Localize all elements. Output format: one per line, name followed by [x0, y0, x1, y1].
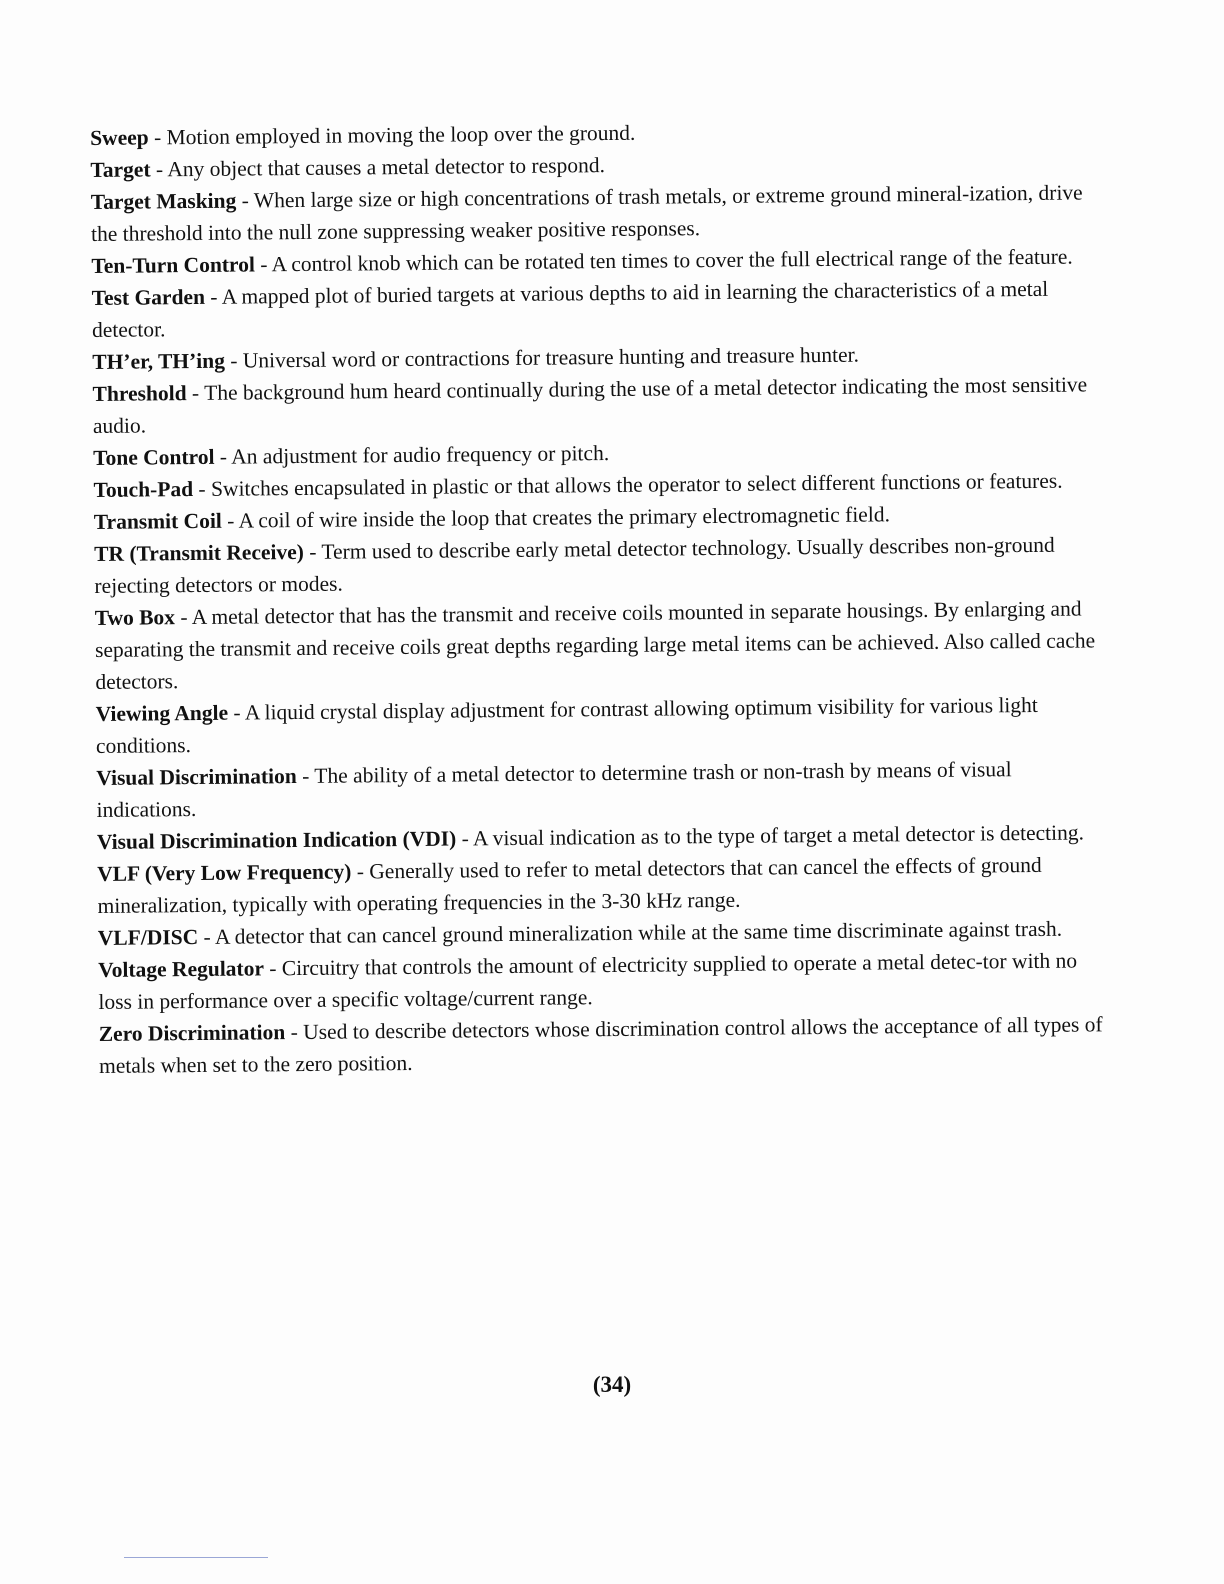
glossary-definition: Term used to describe early metal detector technology. Usually describes non-ground rejecting detectors or modes. — [94, 532, 1055, 598]
glossary-definition: When large size or high concentrations of trash metals, or extreme ground mineral-ization, drive the threshold into the null zone suppressing weaker positive responses. — [90, 180, 1083, 246]
glossary-entry — [97, 848, 1108, 922]
glossary-term: Viewing Angle — [95, 700, 229, 726]
glossary-entry — [99, 1008, 1110, 1082]
term-separator: - — [263, 956, 282, 981]
glossary-term: TR (Transmit Receive) — [94, 539, 305, 566]
glossary-term: Target — [90, 157, 151, 182]
term-separator: - — [204, 284, 222, 309]
glossary-definition: Any object that causes a metal detector to respond. — [167, 153, 606, 182]
glossary-term: VLF (Very Low Frequency) — [97, 859, 352, 886]
glossary-definition: A visual indication as to the type of target a metal detector is detecting. — [472, 820, 1085, 851]
glossary-term: Tone Control — [93, 444, 215, 470]
term-separator: - — [150, 157, 168, 182]
term-separator: - — [285, 1019, 304, 1045]
glossary-term: Voltage Regulator — [98, 956, 265, 982]
glossary-term: Target Masking — [90, 188, 237, 214]
glossary-entry — [98, 944, 1109, 1018]
term-separator: - — [227, 700, 245, 725]
glossary-term: Visual Discrimination — [96, 764, 297, 790]
glossary-definition: Switches encapsulated in plastic or that allows the operator to select different functions or features. — [210, 468, 1063, 501]
glossary-definition: The ability of a metal detector to determine trash or non-trash by means of visual indications. — [96, 757, 1012, 822]
glossary-definition: A metal detector that has the transmit and receive coils mounted in separate housings. By enlarging and separating the transmit and receive coils great depths regarding large metal items can be achieved. Also called cache detectors. — [94, 596, 1096, 694]
term-separator: - — [214, 444, 232, 469]
glossary-entry — [92, 368, 1103, 442]
term-separator: - — [198, 924, 216, 949]
term-separator: - — [303, 539, 322, 564]
glossary-definition: Used to describe detectors whose discrimination control allows the acceptance of all types of metals when set to the zero position. — [98, 1012, 1103, 1078]
term-separator: - — [221, 508, 239, 533]
glossary-definition: Motion employed in moving the loop over the ground. — [166, 120, 636, 150]
term-separator: - — [296, 763, 315, 789]
glossary-term: Sweep — [90, 125, 149, 150]
glossary-definition: A control knob which can be rotated ten times to cover the full electrical range of the feature. — [271, 244, 1073, 277]
glossary-term: Ten-Turn Control — [91, 252, 255, 278]
glossary-entry — [96, 752, 1107, 826]
glossary-term: Visual Discrimination Indication (VDI) — [96, 826, 457, 854]
glossary-entry — [94, 528, 1105, 602]
glossary-term: Zero Discrimination — [98, 1020, 286, 1046]
glossary-entry — [92, 272, 1103, 346]
glossary-entry — [95, 592, 1106, 698]
term-separator: - — [456, 826, 474, 851]
glossary-definition: A coil of wire inside the loop that creates the primary electromagnetic field. — [238, 502, 891, 533]
glossary-term: Touch-Pad — [93, 477, 194, 502]
glossary-term: Test Garden — [91, 284, 206, 310]
glossary-term: Transmit Coil — [93, 508, 222, 534]
term-separator: - — [192, 476, 212, 502]
glossary-term: Threshold — [92, 381, 187, 406]
term-separator: - — [224, 348, 243, 373]
term-separator: - — [351, 859, 370, 884]
glossary-entry — [96, 688, 1107, 762]
glossary-term: TH’er, TH’ing — [92, 348, 226, 374]
glossary-definition: A mapped plot of buried targets at various depths to aid in learning the characteristics of a metal detector. — [91, 276, 1049, 342]
glossary-definition: An adjustment for audio frequency or pitch. — [231, 441, 610, 469]
glossary-definition: A detector that can cancel ground mineralization while at the same time discriminate against trash. — [214, 916, 1063, 949]
glossary-definition: A liquid crystal display adjustment for contrast allowing optimum visibility for various light conditions. — [95, 692, 1038, 758]
glossary-entry — [91, 176, 1102, 250]
scan-artifact-line — [124, 1557, 268, 1558]
term-separator: - — [174, 605, 192, 630]
glossary-definition: Universal word or contractions for treasure hunting and treasure hunter. — [242, 342, 860, 373]
term-separator: - — [186, 380, 205, 406]
page-number: (34) — [592, 1372, 632, 1397]
glossary-definition: Circuitry that controls the amount of electricity supplied to operate a metal detec-tor with no loss in performance over a specific voltage/current range. — [98, 948, 1078, 1014]
term-separator: - — [236, 188, 254, 213]
glossary-definition: The background hum heard continually during the use of a metal detector indicating the most sensitive audio. — [92, 372, 1088, 438]
glossary-definition: Generally used to refer to metal detectors that can cancel the effects of ground mineralization, typically with operating frequencies in the 3-30 kHz range. — [97, 852, 1042, 918]
glossary-list — [90, 112, 1109, 1082]
term-separator: - — [254, 252, 272, 277]
glossary-term: VLF/DISC — [97, 924, 199, 950]
glossary-term: Two Box — [94, 605, 176, 630]
term-separator: - — [148, 125, 167, 150]
